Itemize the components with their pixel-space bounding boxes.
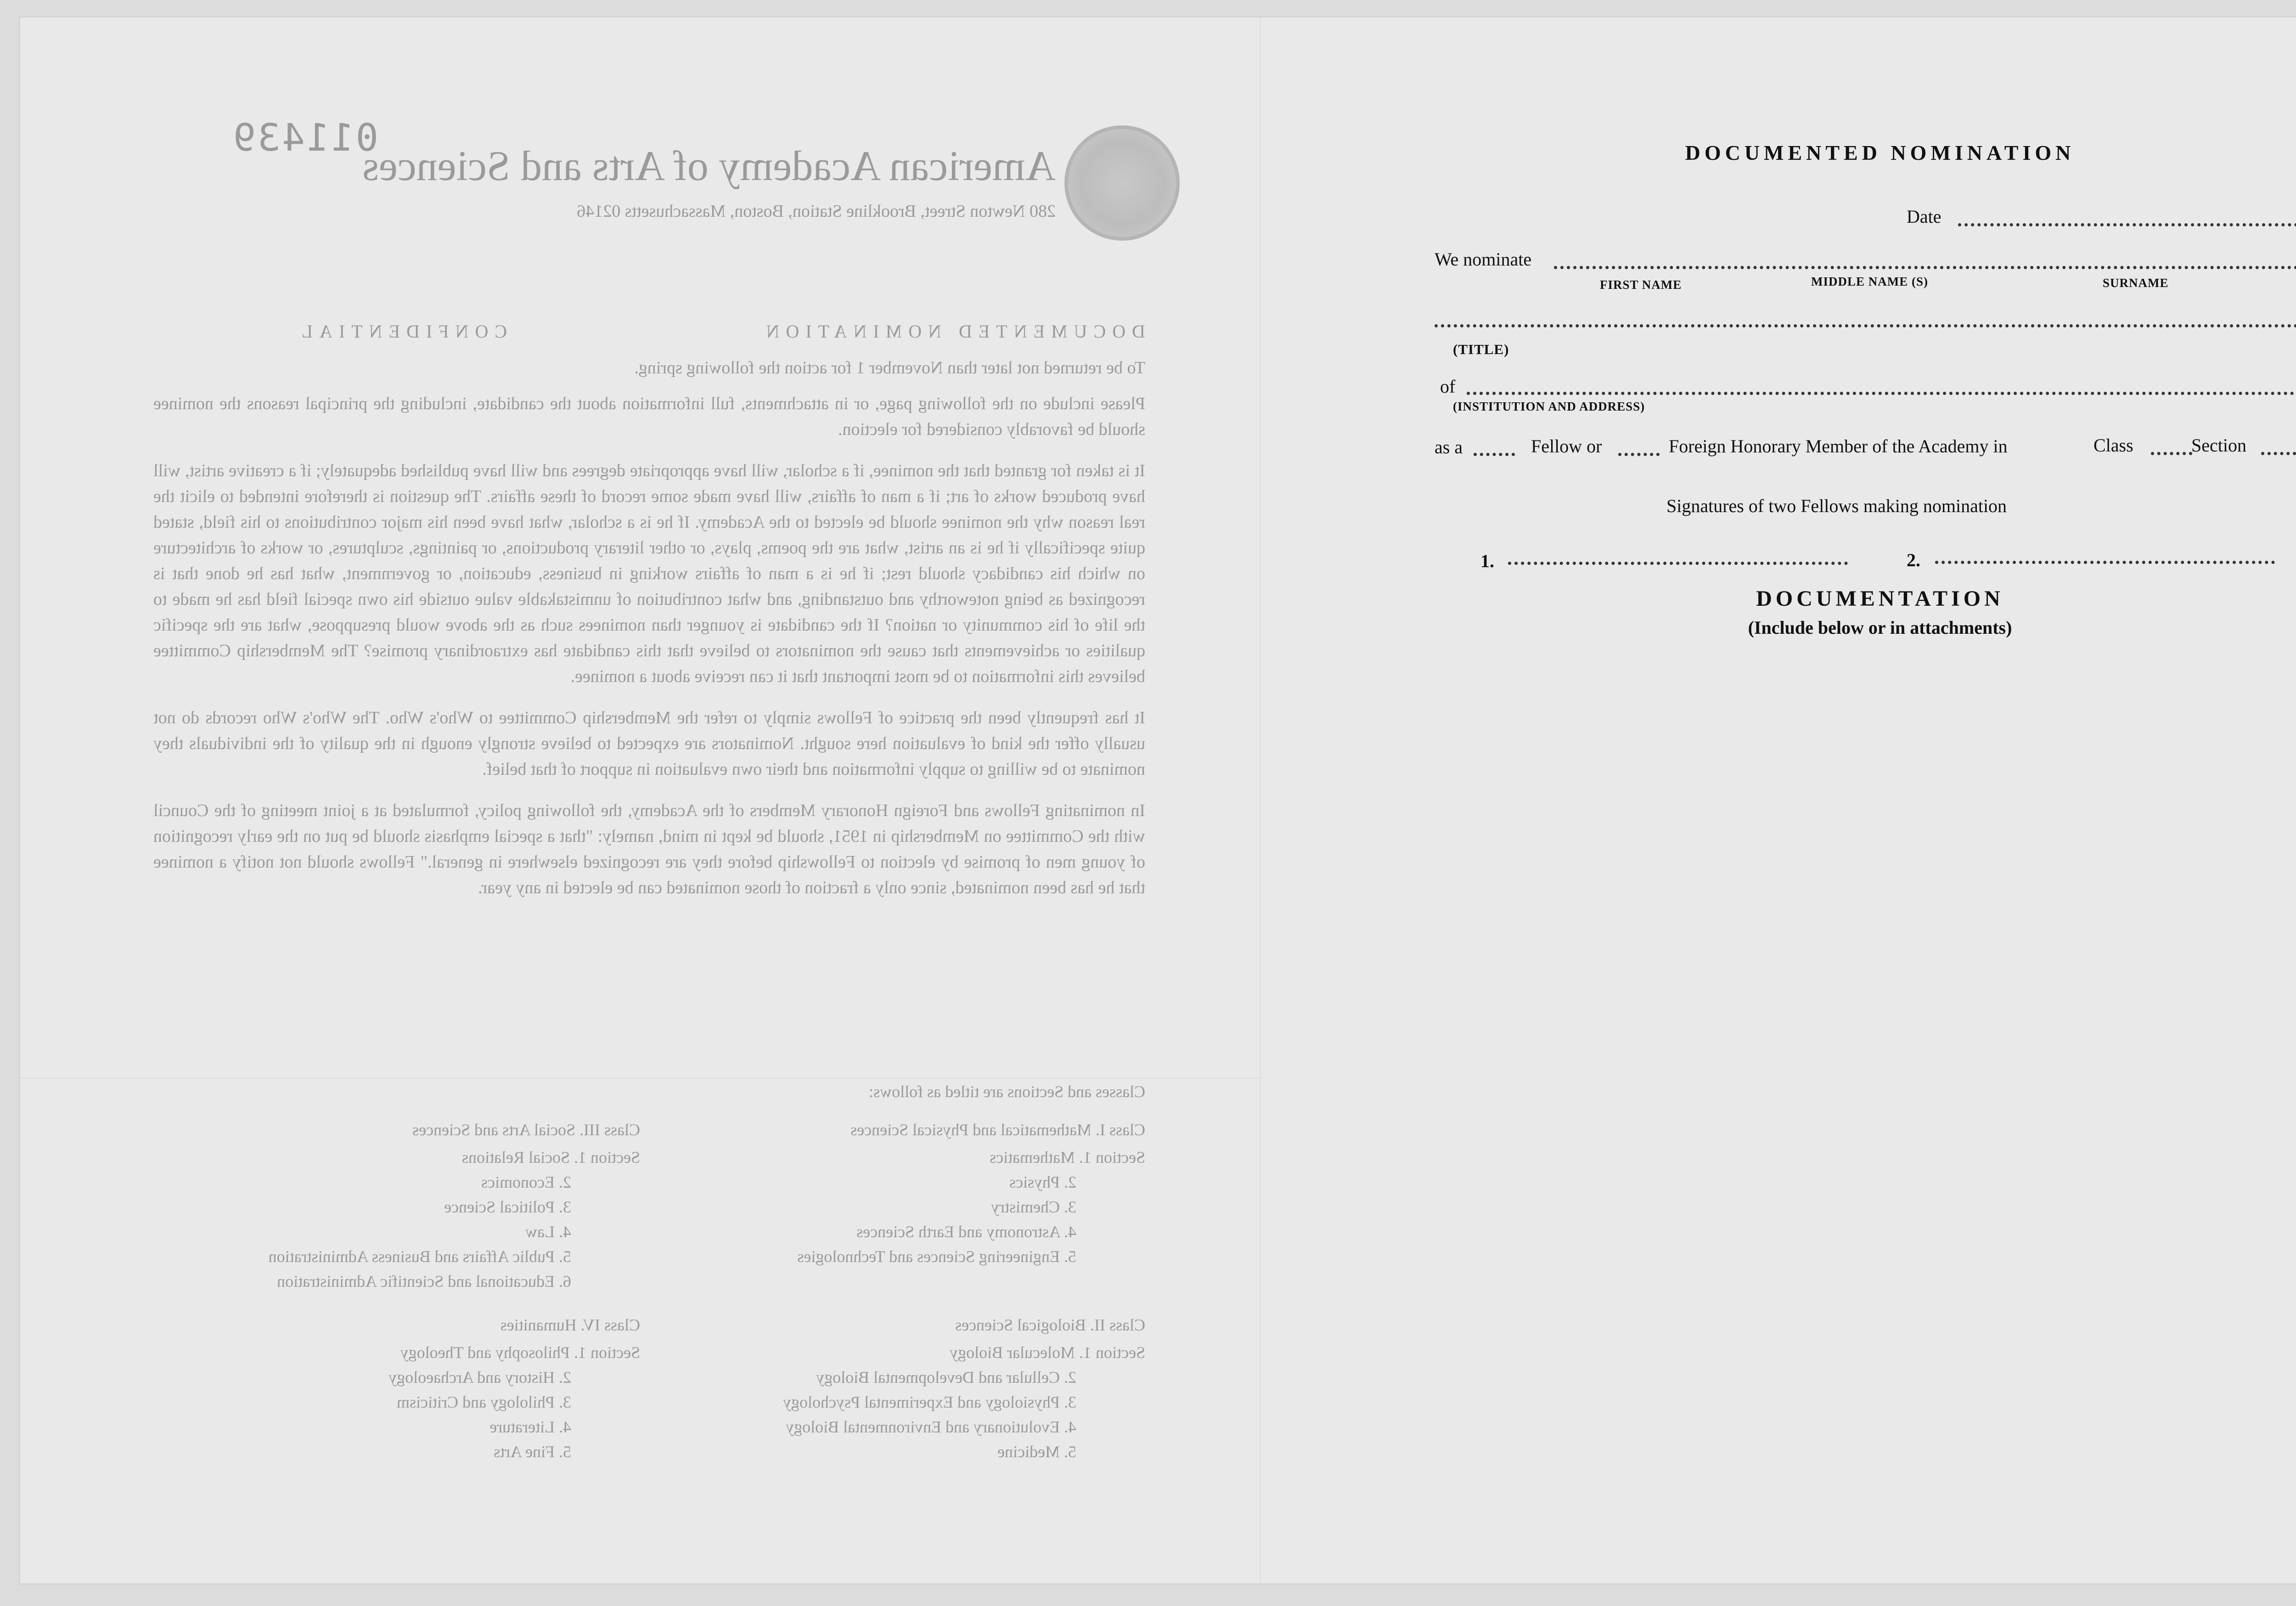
class-section: 4. Literature	[490, 1418, 571, 1436]
first-name-caption: FIRST NAME	[1600, 278, 1682, 292]
class-section: 3. Physiology and Experimental Psychology	[783, 1393, 1076, 1411]
institution-field[interactable]	[1467, 392, 2296, 395]
institution-caption: (INSTITUTION AND ADDRESS)	[1453, 400, 1645, 413]
org-address: 280 Newton Street, Brookline Station, Boston, Massachusetts 02146	[577, 202, 1056, 221]
class-section: Section 1. Mathematics	[990, 1148, 1145, 1166]
instruction-paragraph: In nominating Fellows and Foreign Honorary Members of the Academy, the following policy, formulated at a joint meeting of the Council with the Committee on Membership in 1951, should be kept in mind, namely: "that a special emphasis should be put on the early recognition of young men of promise by election to Fellowship before they are recognized elsewhere in general." Fellows should not notify a nominee that he has been nominated, since only a fraction of those nominated can be elected in any year.	[153, 801, 1145, 897]
nominee-name-field[interactable]	[1554, 266, 2296, 269]
instruction-paragraph: It is taken for granted that the nominee, if a scholar, will have appropriate degrees and will have published adequately; if a creative artist, will have produced works of art; if a man of affairs, will have made some record of these affairs. The question is therefore intended to elicit the real reason why the nominee should be elected to the Academy. If he is a scholar, what have been his major contributions to his field, stated quite specifically if he is an artist, what are the poems, plays, or other literary productions, or paintings, sculptures, or works of architecture on which his candidacy should rest; if he is a man of affairs working in business, education, or government, what has he done that is recognized as being noteworthy and outstanding, and what contribution of unmistakable value outside his own special field has he made to the life of his community or nation? If the candidate is younger than nominees such as the above would presuppose, what are the specific qualities or achievements that cause the nominators to believe that this candidate has extraordinary promise? The Membership Committee believes this information to be most important that it can receive about a nominee.	[153, 461, 1145, 686]
section-label: Section	[2191, 435, 2246, 456]
class-label: Class	[2093, 435, 2133, 456]
instruction-paragraph: To be returned not later than November 1 for action the following spring.	[634, 358, 1145, 378]
of-label: of	[1440, 376, 1456, 397]
middle-name-caption: MIDDLE NAME (S)	[1811, 275, 1928, 288]
date-label: Date	[1907, 206, 1941, 227]
class-section: 5. Public Affairs and Business Administration	[268, 1247, 571, 1266]
signatures-label: Signatures of two Fellows making nomination	[1666, 496, 2007, 516]
fellow-blank[interactable]	[1474, 453, 1515, 456]
class-section: 2. Cellular and Developmental Biology	[816, 1368, 1076, 1386]
we-nominate-label: We nominate	[1435, 249, 1532, 270]
org-name: American Academy of Arts and Sciences	[362, 142, 1056, 189]
class-section: Section 1. Molecular Biology	[950, 1343, 1145, 1362]
class-section: Section 1. Social Relations	[462, 1148, 640, 1166]
class-section: 2. Physics	[1009, 1173, 1076, 1191]
class-title: Class I. Mathematical and Physical Sciences	[850, 1121, 1145, 1139]
title-field[interactable]	[1435, 324, 2296, 327]
class-section: 2. History and Archaeology	[388, 1368, 571, 1386]
class-section: 5. Engineering Sciences and Technologies	[797, 1247, 1076, 1266]
confidential-label: CONFIDENTIAL	[295, 321, 507, 342]
section-field[interactable]	[2261, 452, 2296, 455]
nomination-form	[20, 17, 2296, 1583]
fellow-or-label: Fellow or	[1531, 436, 1602, 456]
title-caption: (TITLE)	[1453, 341, 1509, 357]
foreign-member-blank[interactable]	[1618, 453, 1660, 456]
class-section: 4. Astronomy and Earth Sciences	[856, 1223, 1076, 1241]
document-sheet	[20, 17, 2296, 1583]
surname-caption: SURNAME	[2103, 276, 2169, 290]
class-section: 2. Economics	[481, 1173, 571, 1191]
class-title: Class IV. Humanities	[500, 1316, 640, 1334]
documentation-heading: DOCUMENTATION	[1756, 586, 2004, 611]
instruction-paragraph: Please include on the following page, or in attachments, full information about the candidate, including the principal reasons the nominee should be favorably considered for election.	[153, 394, 1145, 439]
class-section: Section 1. Philosophy and Theology	[400, 1343, 640, 1362]
date-field[interactable]	[1958, 223, 2296, 226]
signature-2-field[interactable]	[1935, 561, 2275, 564]
signature-1-field[interactable]	[1508, 562, 1848, 565]
reverse-heading: DOCUMENTED NOMINATION	[760, 321, 1145, 342]
class-section: 3. Political Science	[444, 1198, 571, 1216]
form-heading: DOCUMENTED NOMINATION	[1685, 141, 2075, 164]
class-field[interactable]	[2151, 452, 2192, 455]
as-a-label: as a	[1435, 437, 1463, 457]
signature-2-label: 2.	[1907, 550, 1920, 570]
class-title: Class II. Biological Sciences	[955, 1316, 1145, 1334]
class-section: 5. Fine Arts	[493, 1443, 571, 1461]
class-section: 6. Educational and Scientific Administration	[277, 1272, 571, 1290]
class-title: Class III. Social Arts and Sciences	[412, 1121, 640, 1139]
accession-number: 011439	[231, 116, 378, 160]
signature-1-label: 1.	[1480, 551, 1494, 571]
classes-intro: Classes and Sections are titled as follows:	[869, 1082, 1145, 1101]
class-section: 3. Chemistry	[991, 1198, 1076, 1216]
class-section: 3. Philology and Criticism	[396, 1393, 571, 1411]
class-section: 4. Law	[525, 1223, 571, 1241]
foreign-member-label: Foreign Honorary Member of the Academy in	[1669, 436, 2008, 456]
class-section: 4. Evolutionary and Environmental Biology	[786, 1418, 1076, 1436]
class-section: 5. Medicine	[997, 1443, 1076, 1461]
documentation-subheading: (Include below or in attachments)	[1748, 617, 2012, 638]
instruction-paragraph: It has frequently been the practice of Fellows simply to refer the Membership Committee to Who's Who. The Who's Who records do not usually offer the kind of evaluation here sought. Nominators are expected to believe strongly enough in the quality of the individuals they nominate to be willing to supply information and their own evaluation in support of that belief.	[153, 708, 1145, 779]
